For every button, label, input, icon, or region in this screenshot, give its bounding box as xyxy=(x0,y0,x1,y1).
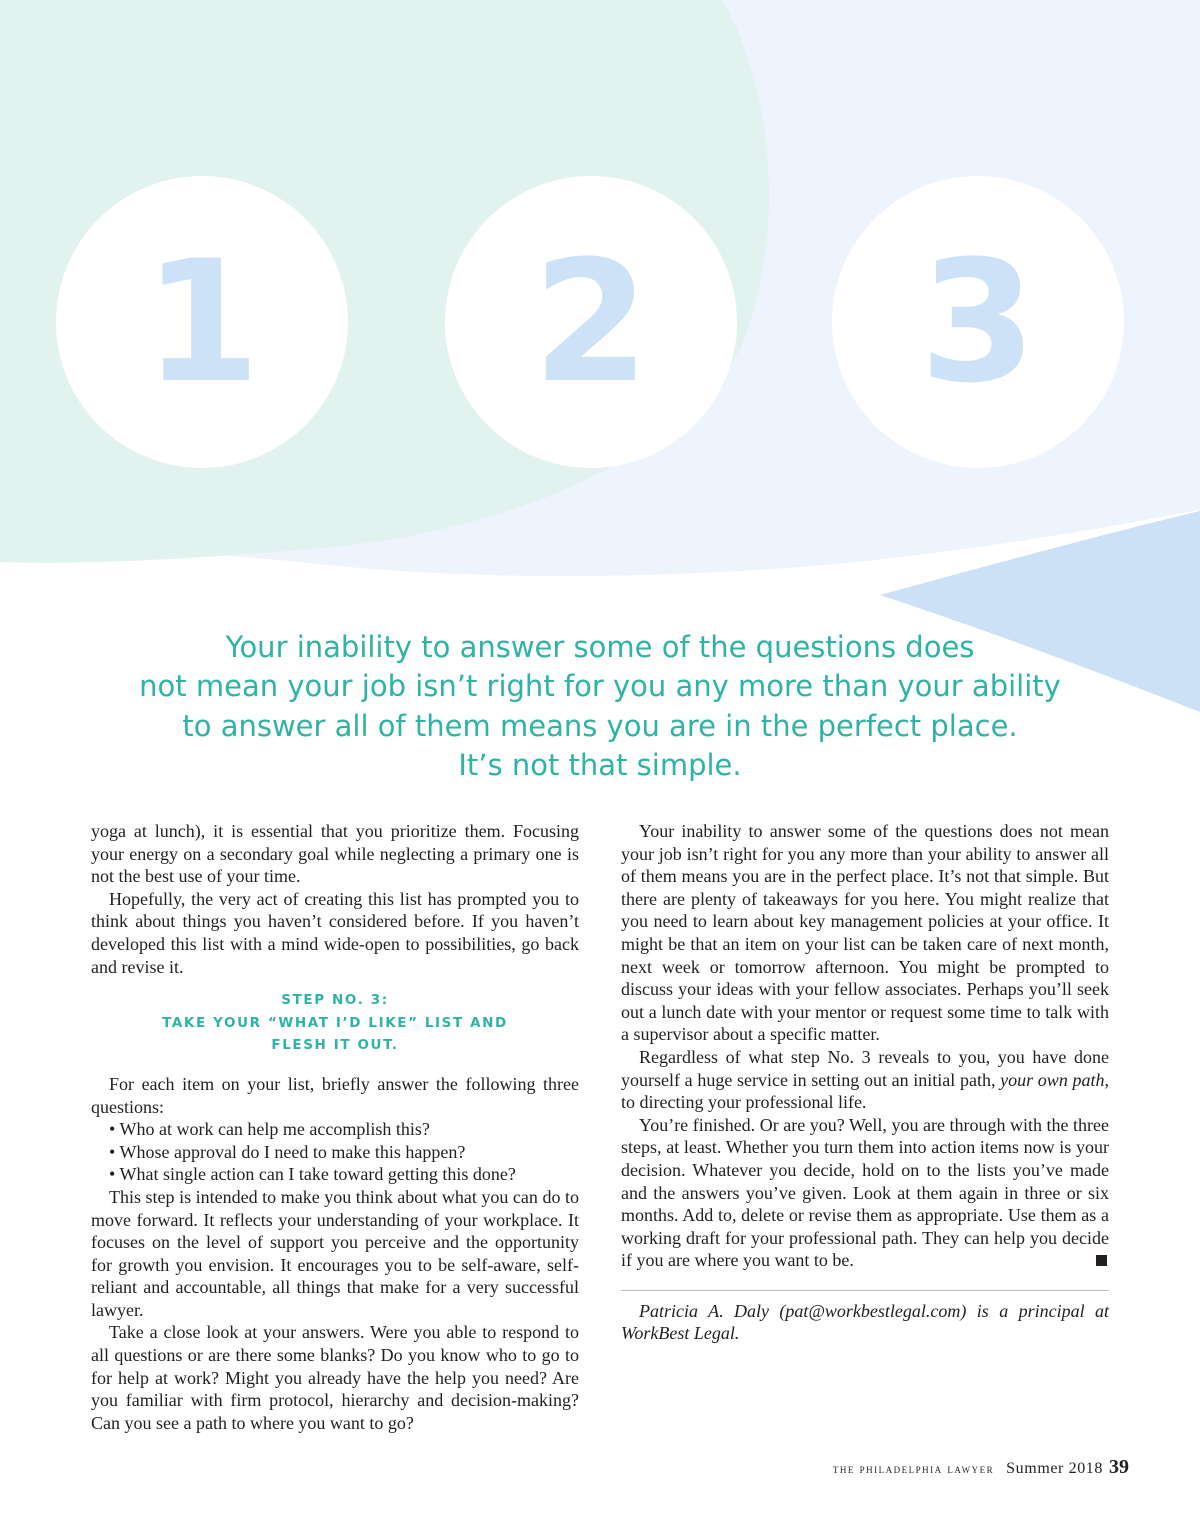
step-heading-line: TAKE YOUR “WHAT I’D LIKE” LIST AND xyxy=(162,1014,508,1031)
step-circle-1 xyxy=(56,176,348,468)
pull-quote-line: to answer all of them means you are in the perfect place. xyxy=(182,708,1018,743)
body-paragraph: This step is intended to make you think about what you can do to move forward. It reflects your understanding of your workplace. It focuses on the level of support you perceive and the opportunity for growth you envision. It encourages you to be self-aware, self-reliant and accountable, all things that make for a very successful lawyer. xyxy=(91,1186,579,1320)
body-text: You’re finished. Or are you? Well, you are through with the three steps, at least. Whether you turn them into action items now is your decision. Whatever you decide, hold on to the lists you’ve made and the answers you’ve given. Look at them again in three or six months. Add to, delete or revise them as appropriate. Use them as a working draft for your professional path. They can help you decide if you are where you want to be. xyxy=(621,1114,1109,1271)
page-number: 39 xyxy=(1109,1456,1129,1478)
pull-quote-line: Your inability to answer some of the questions does xyxy=(225,630,975,664)
body-paragraph xyxy=(621,1114,1109,1272)
step-heading xyxy=(91,989,579,1057)
body-paragraph: yoga at lunch), it is essential that you prioritize them. Focusing your energy on a secondary goal while neglecting a primary one is not the best use of your time. xyxy=(91,821,579,887)
numeral-3: 3 xyxy=(919,224,1037,420)
body-text: Regardless of what step No. 3 reveals to you, you have done yourself a huge service in setting out an initial path, xyxy=(621,1046,1109,1090)
step-circle-2 xyxy=(445,176,737,468)
step-circle-3 xyxy=(832,176,1124,468)
pull-quote-line: It’s not that simple. xyxy=(458,747,742,782)
issue-label: Summer 2018 xyxy=(1006,1460,1103,1477)
bullet-item: • Whose approval do I need to make this happen? xyxy=(109,1141,466,1162)
step-heading-line: STEP NO. 3: xyxy=(281,992,389,1009)
body-paragraph: Your inability to answer some of the questions does not mean your job isn’t right for you any more than your ability to answer all of them means you are in the perfect place. It’s not that simple. But there are plenty of takeaways for you here. You might realize that you need to learn about key management policies at your office. It might be that an item on your list can be taken care of next month, next week or tomorrow afternoon. You might be prompted to discuss your ideas with your fellow associates. Perhaps you’ll seek out a lunch date with your mentor or request some time to talk with a supervisor about a specific matter. xyxy=(621,821,1109,1045)
right-column xyxy=(621,820,1109,1345)
bullet-item: • Who at work can help me accomplish this? xyxy=(109,1119,430,1140)
numeral-2: 2 xyxy=(532,224,650,420)
body-paragraph: Hopefully, the very act of creating this list has prompted you to think about things you haven’t considered before. If you haven’t developed this list with a mind wide-open to possibilities, go back and revise it. xyxy=(91,888,579,977)
left-column xyxy=(91,820,579,1434)
pull-quote xyxy=(80,628,1120,785)
body-paragraph xyxy=(621,1046,1109,1114)
end-mark-icon xyxy=(1096,1255,1107,1266)
publication-name: the philadelphia lawyer xyxy=(832,1461,995,1476)
body-paragraph: For each item on your list, briefly answer the following three questions: xyxy=(91,1073,579,1117)
emphasis-text: your own path xyxy=(1000,1069,1105,1090)
body-text: , to directing your professional life. xyxy=(621,1069,1109,1113)
step-heading-line: FLESH IT OUT. xyxy=(271,1037,399,1054)
divider xyxy=(621,1290,1109,1291)
numeral-1: 1 xyxy=(143,224,261,420)
author-bio: Patricia A. Daly (pat@workbestlegal.com) is a principal at WorkBest Legal. xyxy=(621,1300,1109,1344)
body-paragraph: Take a close look at your answers. Were you able to respond to all questions or are there some blanks? Do you know who to go to for help at work? Might you already have the help you need? Are you familiar with firm protocol, hierarchy and decision-making? Can you see a path to where you want to go? xyxy=(91,1322,579,1433)
page-footer xyxy=(833,1456,1129,1479)
bullet-item: • What single action can I take toward getting this done? xyxy=(109,1164,516,1185)
pull-quote-line: not mean your job isn’t right for you any more than your ability xyxy=(139,669,1061,704)
